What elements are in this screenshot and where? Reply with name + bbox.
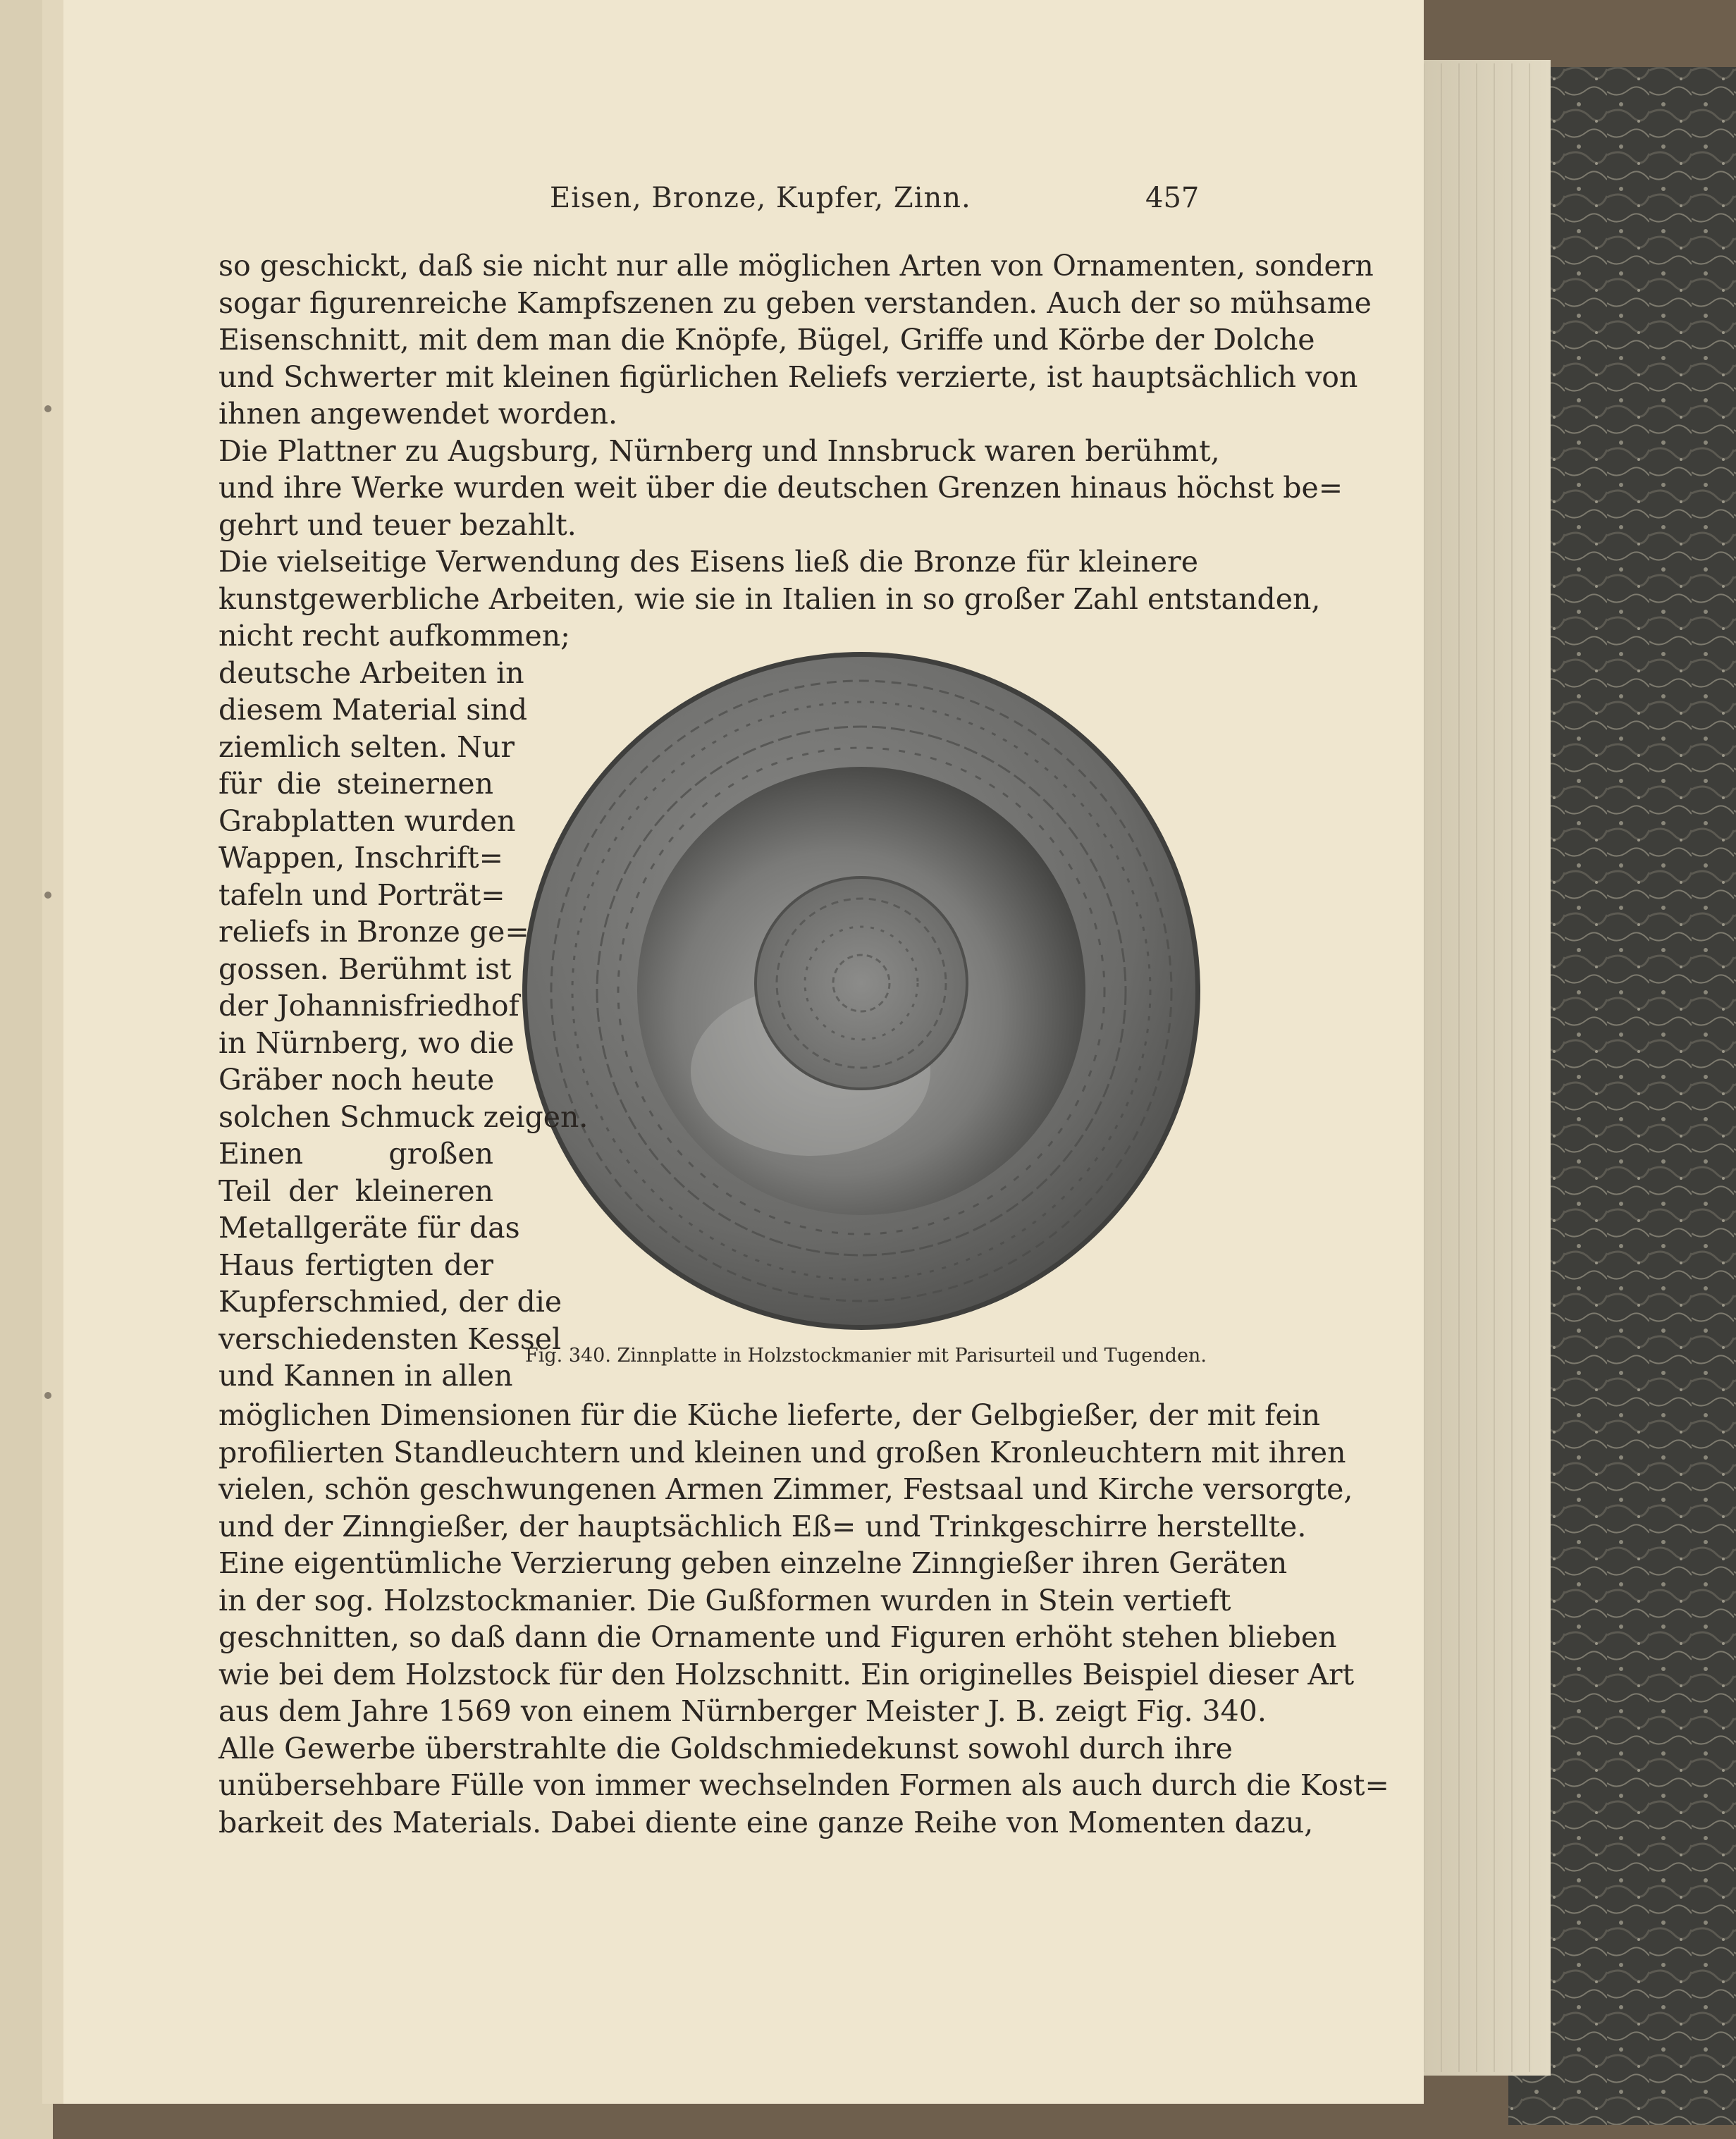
text-line: für die steinernen (218, 767, 493, 801)
text-line: kunstgewerbliche Arbeiten, wie sie in Italien in so großer Zahl entstanden, (218, 581, 1321, 616)
text-line: so geschickt, daß sie nicht nur alle möglichen Arten von Ornamenten, sondern (218, 249, 1374, 283)
page-number: 457 (1145, 182, 1200, 214)
text-line: solchen Schmuck zeigen. (218, 1099, 589, 1134)
text-line: und ihre Werke wurden weit über die deutschen Grenzen hinaus höchst be= (218, 471, 1343, 505)
text-line: Haus fertigten der (218, 1247, 493, 1282)
text-line: sogar figurenreiche Kampfszenen zu geben verstanden. Auch der so mühsame (218, 285, 1372, 320)
text-line: unübersehbare Fülle von immer wechselnden Formen als auch durch die Kost= (218, 1768, 1389, 1802)
text-line: Gräber noch heute (218, 1063, 495, 1097)
text-line: in der sog. Holzstockmanier. Die Gußformen wurden in Stein vertieft (218, 1583, 1231, 1617)
text-line: Eine eigentümliche Verzierung geben einzelne Zinngießer ihren Geräten (218, 1546, 1288, 1580)
text-line: gehrt und teuer bezahlt. (218, 507, 577, 542)
text-line: Die vielseitige Verwendung des Eisens ließ die Bronze für kleinere (218, 545, 1198, 579)
text-line: und Schwerter mit kleinen figürlichen Reliefs verzierte, ist hauptsächlich von (218, 359, 1358, 394)
text-line: verschiedensten Kessel (218, 1321, 562, 1356)
text-line: möglichen Dimensionen für die Küche lieferte, der Gelbgießer, der mit fein (218, 1398, 1321, 1432)
text-line: ziemlich selten. Nur (218, 729, 515, 764)
text-line: reliefs in Bronze ge= (218, 915, 529, 949)
figure-caption: Fig. 340. Zinnplatte in Holzstockmanier mit Parisurteil und Tugenden. (525, 1345, 1207, 1367)
text-line: Eisenschnitt, mit dem man die Knöpfe, Bügel, Griffe und Körbe der Dolche (218, 323, 1315, 357)
text-line: aus dem Jahre 1569 von einem Nürnberger Meister J. B. zeigt Fig. 340. (218, 1694, 1267, 1728)
text-line: tafeln und Porträt= (218, 877, 505, 912)
text-line: wie bei dem Holzstock für den Holzschnitt. Ein originelles Beispiel dieser Art (218, 1657, 1355, 1691)
text-line: Kupferschmied, der die (218, 1285, 562, 1319)
text-line: gossen. Berühmt ist (218, 951, 512, 986)
text-line: profilierten Standleuchtern und kleinen und großen Kronleuchtern mit ihren (218, 1435, 1346, 1469)
text-line: diesem Material sind (218, 693, 528, 727)
text-line: und Kannen in allen (218, 1359, 513, 1393)
text-line: Alle Gewerbe überstrahlte die Goldschmiedekunst sowohl durch ihre (218, 1731, 1233, 1765)
running-header: Eisen, Bronze, Kupfer, Zinn. (550, 182, 971, 214)
text-line: geschnitten, so daß dann die Ornamente und Figuren erhöht stehen blieben (218, 1620, 1337, 1654)
text-line: ihnen angewendet worden. (218, 397, 618, 431)
text-line: und der Zinngießer, der hauptsächlich Eß= und Trinkgeschirre herstellte. (218, 1509, 1307, 1543)
text-line: Teil der kleineren (218, 1173, 493, 1208)
text-line: Grabplatten wurden (218, 803, 516, 838)
text-line: vielen, schön geschwungenen Armen Zimmer, Festsaal und Kirche versorgte, (218, 1472, 1353, 1506)
text-line: Die Plattner zu Augsburg, Nürnberg und Innsbruck waren berühmt, (218, 433, 1220, 468)
text-line: Einen großen (218, 1137, 493, 1171)
text-line: Metallgeräte für das (218, 1211, 520, 1245)
text-line: der Johannisfriedhof (218, 989, 519, 1023)
text-line: barkeit des Materials. Dabei diente eine ganze Reihe von Momenten dazu, (218, 1805, 1314, 1839)
text-line: Wappen, Inschrift= (218, 841, 503, 875)
text-line: deutsche Arbeiten in (218, 655, 524, 690)
text-line: in Nürnberg, wo die (218, 1025, 515, 1060)
text-line: nicht recht aufkommen; (218, 619, 570, 653)
